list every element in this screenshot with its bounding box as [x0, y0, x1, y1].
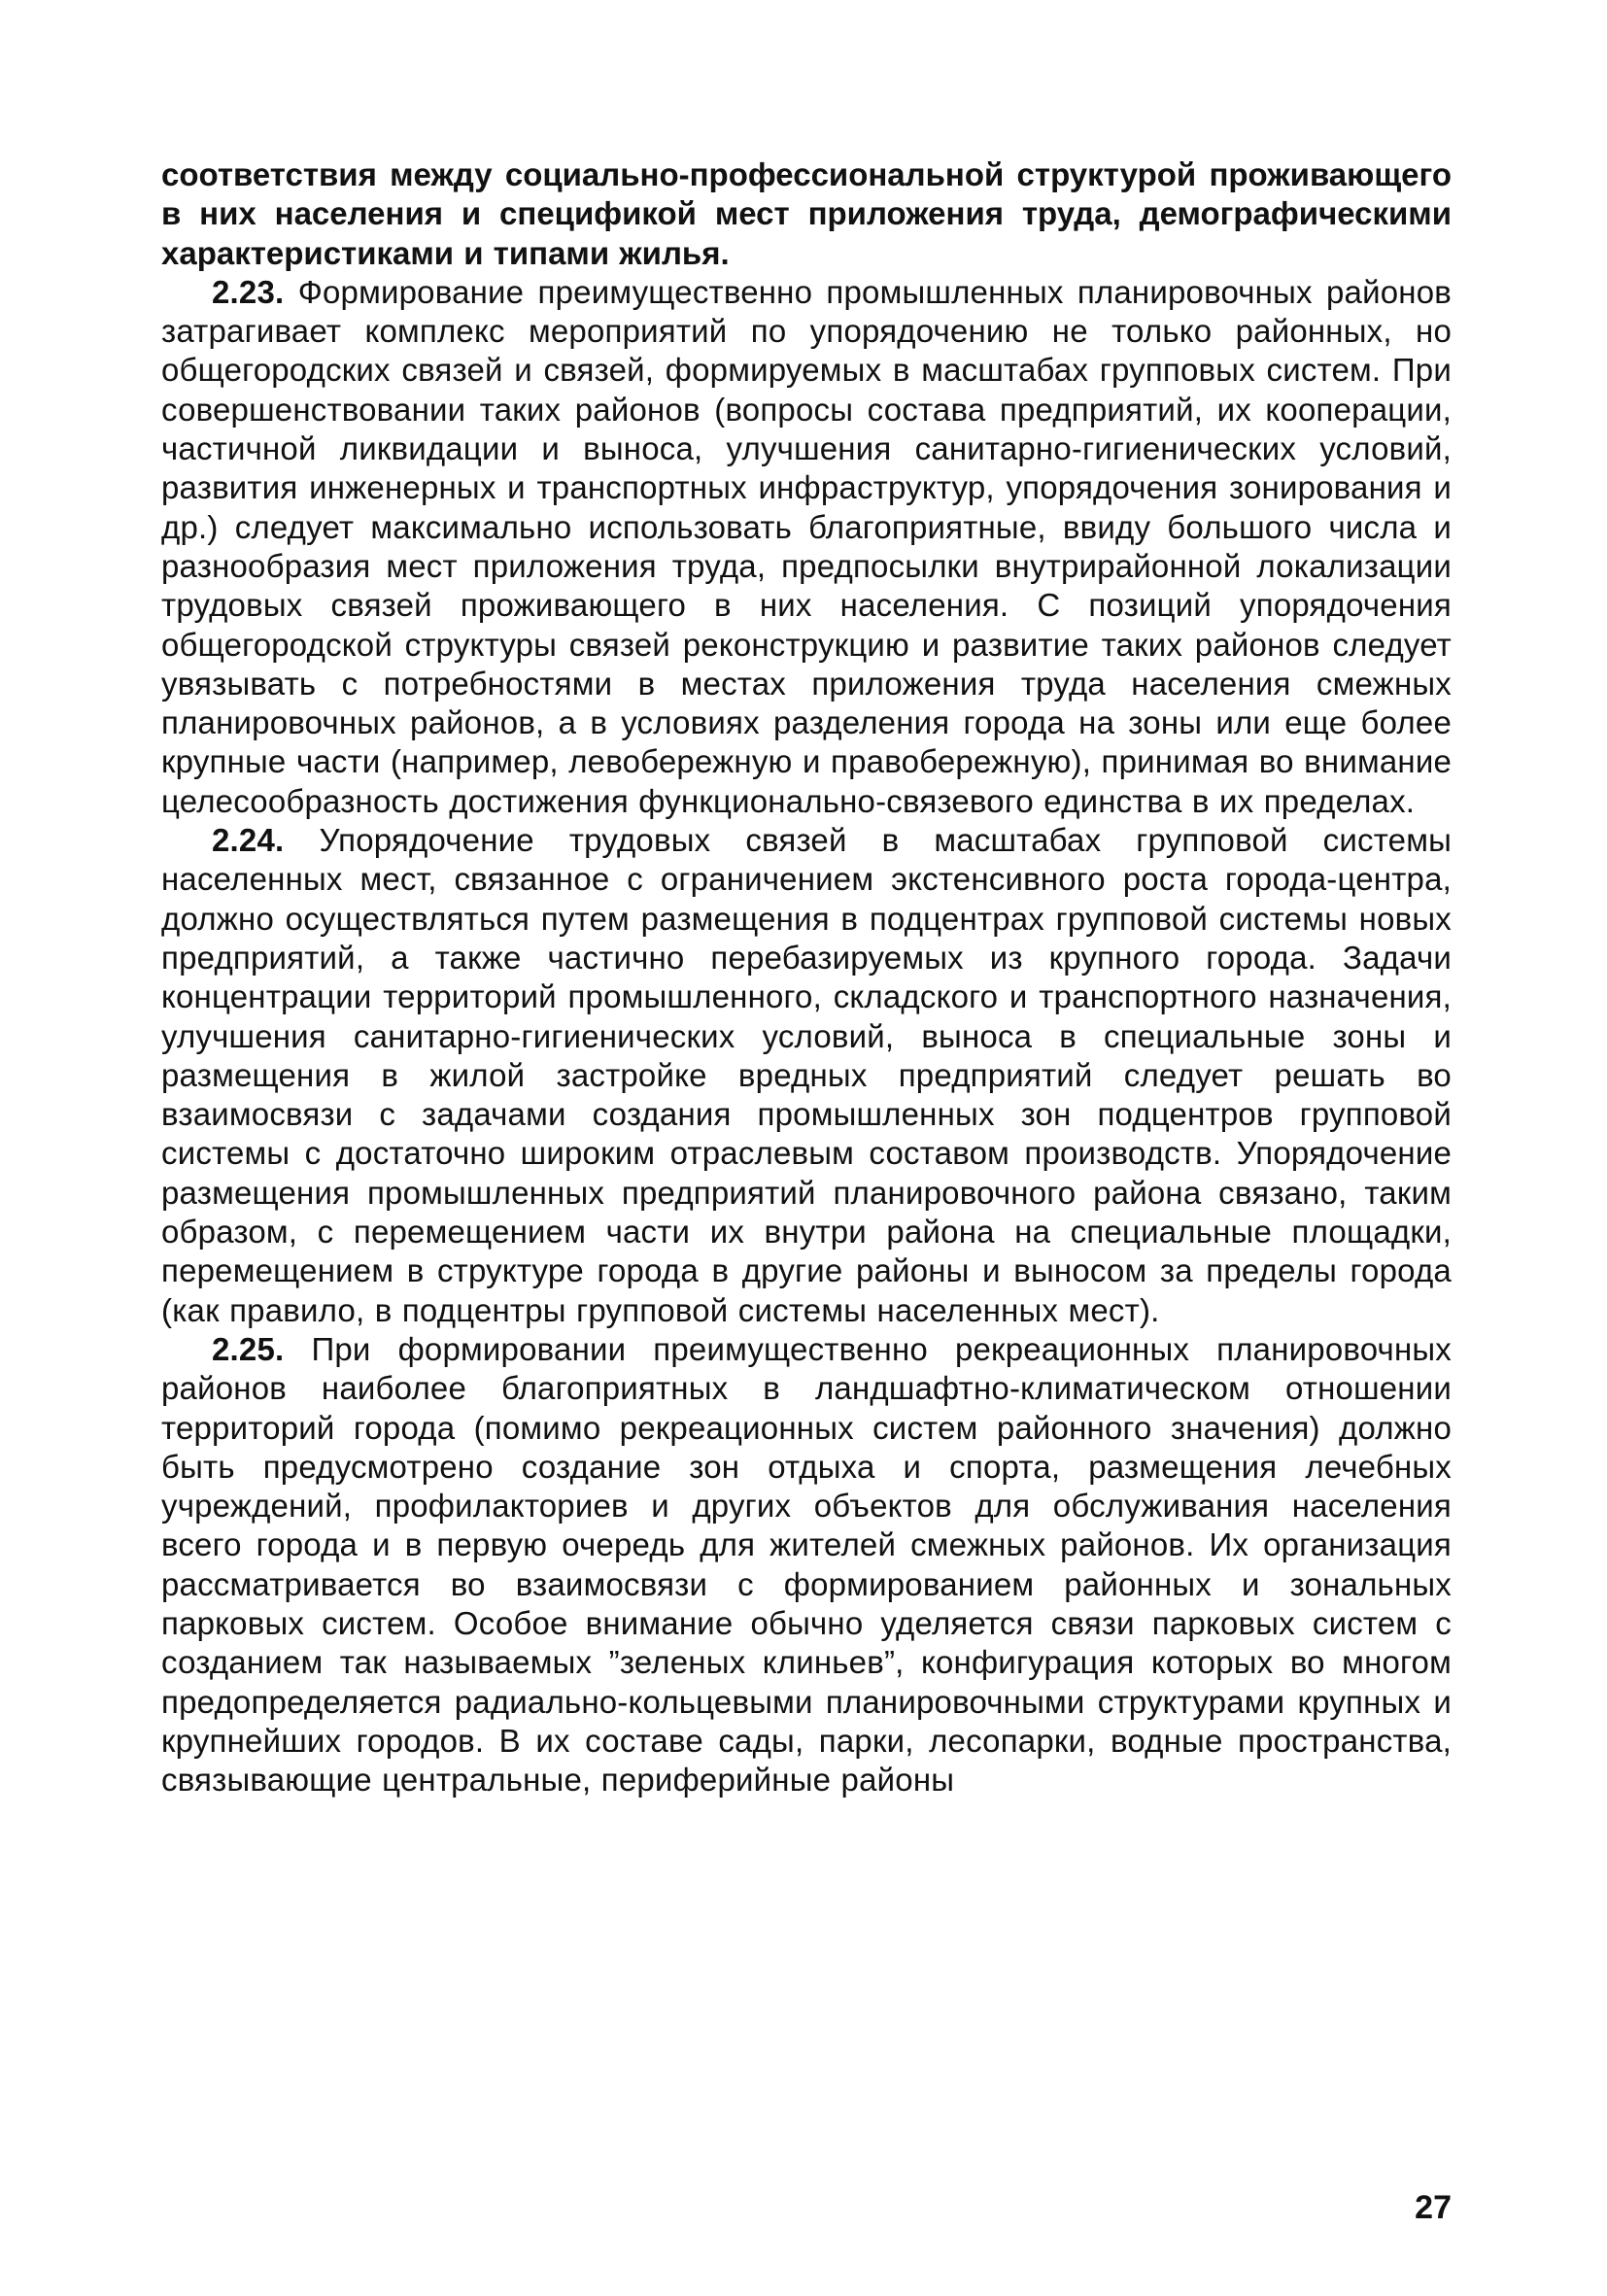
paragraph-2-25 — [161, 1330, 1452, 1800]
paragraph-continuation — [161, 155, 1452, 273]
clause-number: 2.24. — [212, 822, 285, 859]
clause-number: 2.25. — [212, 1330, 285, 1367]
paragraph-text: Упорядочение трудовых связей в масштабах групповой системы населенных мест, связанное с ограничением экстенсивного роста города-центра, должно осуществляться путем размещения в подцентрах групповой системы новых предприятий, а также частично перебазируемых из крупного города. Задачи концентрации территорий промышленного, складского и транспортного назначения, улучшения санитарно-гигиенических условий, выноса в специальные зоны и размещения в жилой застройке вредных предприятий следует решать во взаимосвязи с задачами создания промышленных зон подцентров групповой системы с достаточно широким отраслевым составом производств. Упорядочение размещения промышленных предприятий планировочного района связано, таким образом, с перемещением части их внутри района на специальные площадки, перемещением в структуре города в другие районы и выносом за пределы города (как правило, в подцентры групповой системы населенных мест). — [161, 822, 1452, 1328]
paragraph-text: соответствия между социально-профессиональной структурой проживающего в них населения и спецификой мест приложения труда, демографическими характеристиками и типами жилья. — [161, 156, 1452, 271]
page-number: 27 — [1415, 2189, 1452, 2226]
paragraph-2-24 — [161, 821, 1452, 1330]
paragraph-text: При формировании преимущественно рекреационных планировочных районов наиболее благоприятных в ландшафтно-климатическом отношении территорий города (помимо рекреационных систем районного значения) должно быть предусмотрено создание зон отдыха и спорта, размещения лечебных учреждений, профилакториев и других объектов для обслуживания населения всего города и в первую очередь для жителей смежных районов. Их организация рассматривается во взаимосвязи с формированием районных и зональных парковых систем. Особое внимание обычно уделяется связи парковых систем с созданием так называемых ”зеленых клиньев”, конфигурация которых во многом предопределяется радиально-кольцевыми планировочными структурами крупных и крупнейших городов. В их составе сады, парки, лесопарки, водные пространства, связывающие центральные, периферийные районы — [161, 1330, 1452, 1799]
clause-number: 2.23. — [212, 273, 285, 310]
paragraph-2-23 — [161, 273, 1452, 821]
text-body — [161, 155, 1452, 1799]
paragraph-text: Формирование преимущественно промышленных планировочных районов затрагивает комплекс мероприятий по упорядочению не только районных, но общегородских связей и связей, формируемых в масштабах групповых систем. При совершенствовании таких районов (вопросы состава предприятий, их кооперации, частичной ликвидации и выноса, улучшения санитарно-гигиенических условий, развития инженерных и транспортных инфраструктур, упорядочения зонирования и др.) следует максимально использовать благоприятные, ввиду большого числа и разнообразия мест приложения труда, предпосылки внутрирайонной локализации трудовых связей проживающего в них населения. С позиций упорядочения общегородской структуры связей реконструкцию и развитие таких районов следует увязывать с потребностями в местах приложения труда населения смежных планировочных районов, а в условиях разделения города на зоны или еще более крупные части (например, левобережную и правобережную), принимая во внимание целесообразность достижения функционально-связевого единства в их пределах. — [161, 273, 1452, 819]
